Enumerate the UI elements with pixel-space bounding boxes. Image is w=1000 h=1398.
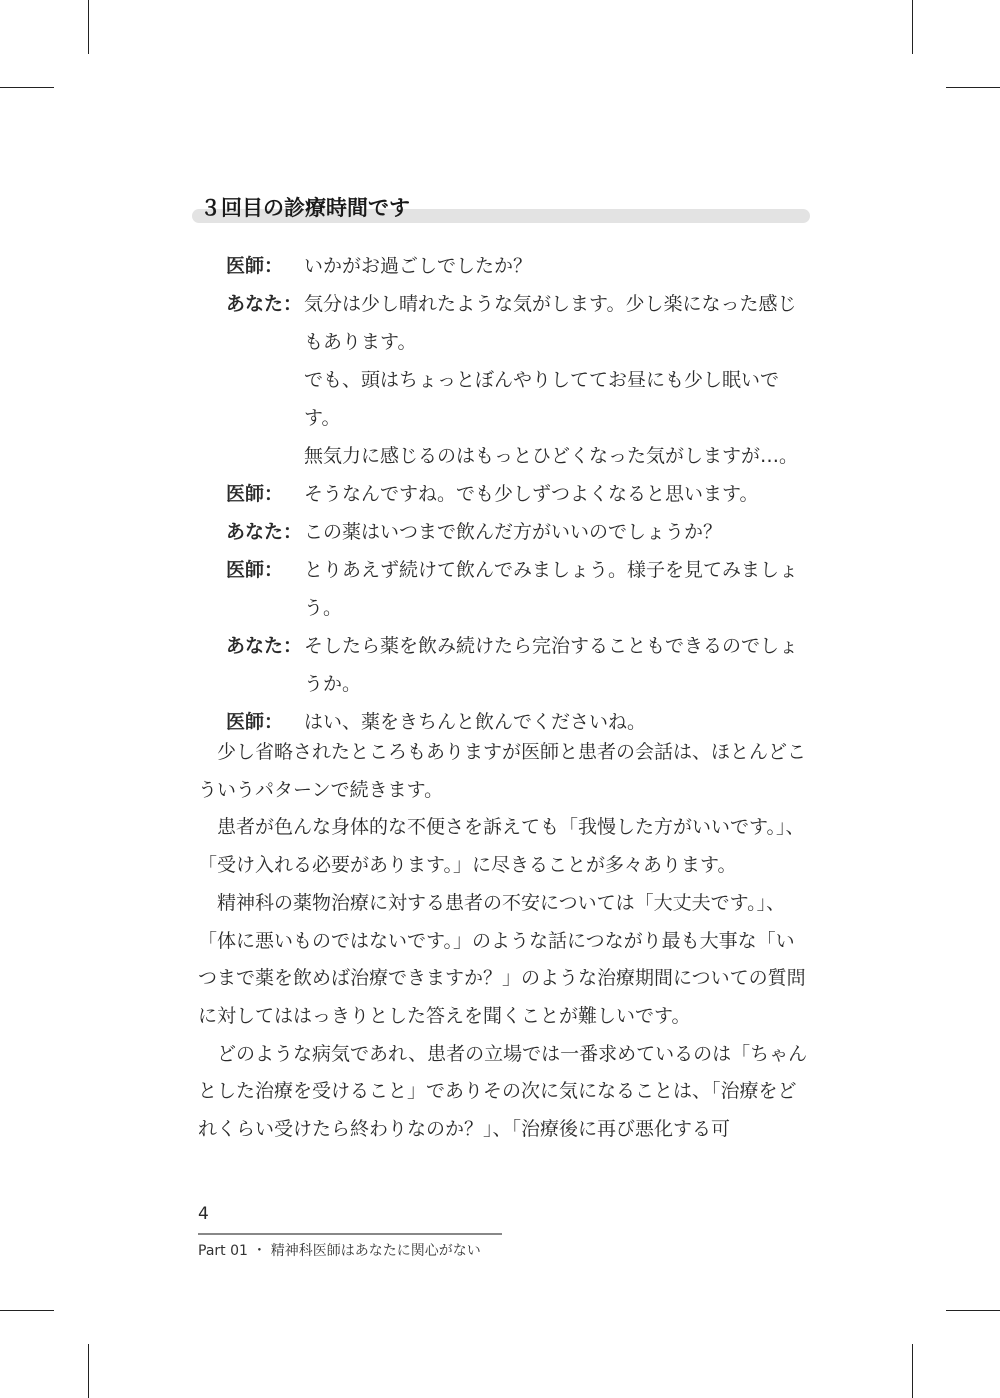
speaker-label: あなた： (226, 635, 303, 657)
crop-mark (0, 1310, 54, 1311)
dialogue-turn (226, 247, 816, 285)
speech (304, 513, 809, 551)
speaker-label: 医師： (226, 483, 284, 505)
dialogue (226, 247, 816, 741)
running-footer: Part 01 ・ 精神科医師はあなたに関心がない (198, 1243, 481, 1259)
dialogue-turn (226, 551, 816, 627)
speech (304, 475, 809, 513)
speech-line: とりあえず続けて飲んでみましょう。様子を見てみましょう。 (304, 559, 799, 619)
speech-line: 無気力に感じるのはもっとひどくなった気がしますが…。 (304, 445, 799, 467)
crop-mark (88, 0, 89, 54)
speech-line: そうなんですね。でも少しずつよくなると思います。 (304, 483, 759, 505)
dialogue-turn (226, 513, 816, 551)
speech (304, 285, 809, 475)
body-text (198, 734, 810, 1149)
speech-line: この薬はいつまで飲んだ方がいいのでしょうか？ (304, 521, 723, 543)
speech (304, 551, 809, 627)
page-number: 4 (198, 1204, 209, 1224)
speaker-label: あなた： (226, 293, 303, 315)
speech (304, 247, 809, 285)
speaker-label: 医師： (226, 559, 284, 581)
dialogue-turn (226, 627, 816, 703)
speech-line: はい、薬をきちんと飲んでくださいね。 (304, 711, 647, 733)
footer-rule (198, 1233, 502, 1235)
paragraph: 精神科の薬物治療に対する患者の不安については「大丈夫です。」、「体に悪いものではないです。」のような話につながり最も大事な「いつまで薬を飲めば治療できますか？」のような治療期間についての質問に対してははっきりとした答えを聞くことが難しいです。 (198, 891, 806, 1027)
dialogue-turn (226, 285, 816, 475)
dialogue-turn (226, 475, 816, 513)
crop-mark (912, 0, 913, 54)
section-heading (192, 194, 810, 228)
crop-mark (946, 1310, 1000, 1311)
speech-line: でも、頭はちょっとぼんやりしててお昼にも少し眠いです。 (304, 369, 780, 429)
crop-mark (946, 87, 1000, 88)
speech-line: いかがお過ごしでしたか？ (304, 255, 533, 277)
crop-mark (0, 87, 54, 88)
paragraph: どのような病気であれ、患者の立場では一番求めているのは「ちゃんとした治療を受けること」でありその次に気になることは、「治療をどれくらい受けたら終わりなのか？」、「治療後に再び悪化する可 (198, 1042, 808, 1141)
paragraph: 少し省略されたところもありますが医師と患者の会話は、ほとんどこういうパターンで続きます。 (198, 741, 807, 801)
speaker-label: 医師： (226, 255, 284, 277)
crop-mark (88, 1344, 89, 1398)
speaker-label: あなた： (226, 521, 303, 543)
speech-line: 気分は少し晴れたような気がします。少し楽になった感じもあります。 (304, 293, 797, 353)
speaker-label: 医師： (226, 711, 284, 733)
paragraph: 患者が色んな身体的な不便さを訴えても「我慢した方がいいです。」、「受け入れる必要があります。」に尽きることが多々あります。 (198, 816, 805, 877)
section-heading-text: ３回目の診療時間です (200, 196, 410, 220)
crop-mark (912, 1344, 913, 1398)
speech-line: そしたら薬を飲み続けたら完治することもできるのでしょうか。 (304, 635, 799, 695)
speech (304, 627, 809, 703)
